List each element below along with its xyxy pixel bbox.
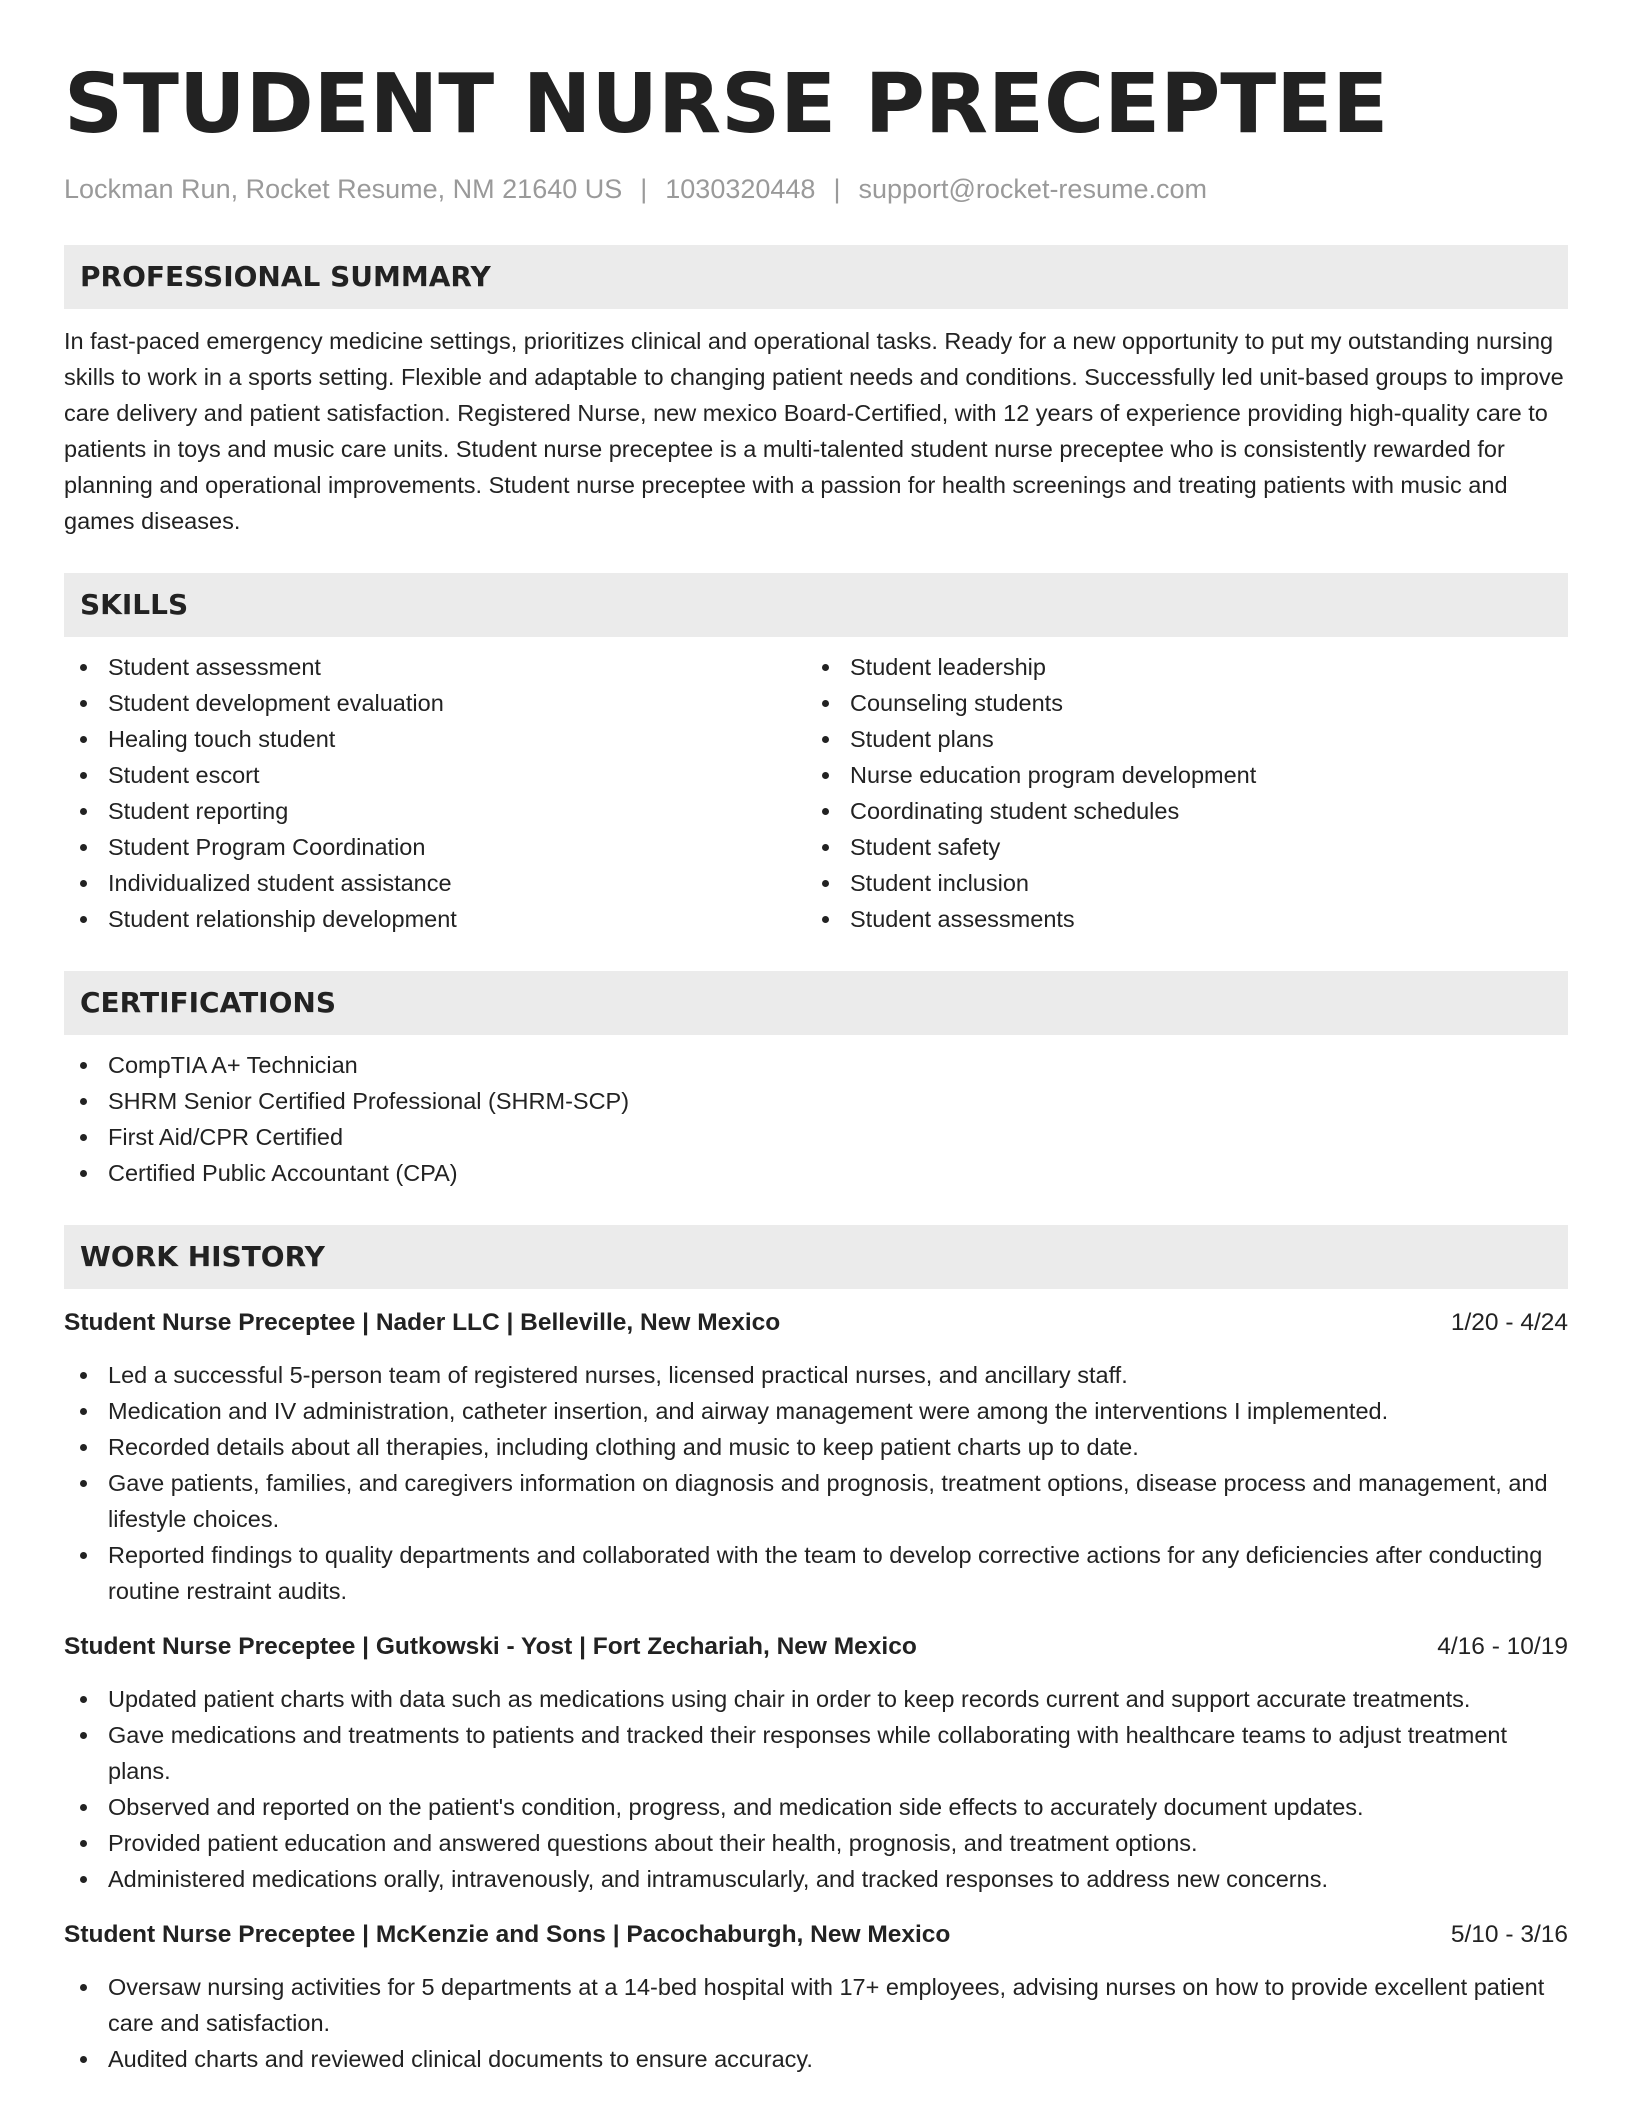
section-header-skills: SKILLS [64, 573, 1568, 637]
certification-item: Certified Public Accountant (CPA) [64, 1155, 1568, 1191]
skill-item: Healing touch student [64, 721, 806, 757]
contact-address: Lockman Run, Rocket Resume, NM 21640 US [64, 174, 623, 204]
job-bullets [64, 1357, 1568, 1609]
summary-text: In fast-paced emergency medicine settings, prioritizes clinical and operational tasks. Ready for a new opportunity to put my outstanding nursing skills to work in a sports setting. Flexible and adaptable to changing patient needs and conditions. Successfully led unit-based groups to improve care delivery and patient satisfaction. Registered Nurse, new mexico Board-Certified, with 12 years of experience providing high-quality care to patients in toys and music care units. Student nurse preceptee is a multi-talented student nurse preceptee who is consistently rewarded for planning and operational improvements. Student nurse preceptee with a passion for health screenings and treating patients with music and games diseases. [64, 328, 1564, 534]
job-header [64, 1917, 1568, 1953]
certification-item: SHRM Senior Certified Professional (SHRM-SCP) [64, 1083, 1568, 1119]
job-bullet: Audited charts and reviewed clinical documents to ensure accuracy. [64, 2041, 1568, 2077]
candidate-name: STUDENT NURSE PRECEPTEE [64, 57, 1389, 152]
skill-item: Student inclusion [806, 865, 1548, 901]
job-bullet: Provided patient education and answered questions about their health, prognosis, and treatment options. [64, 1825, 1568, 1861]
skill-item: Student assessment [64, 649, 806, 685]
job-bullet: Recorded details about all therapies, including clothing and music to keep patient charts up to date. [64, 1429, 1568, 1465]
job-entry [64, 1629, 1568, 1897]
skill-item: Student escort [64, 757, 806, 793]
job-bullet: Reported findings to quality departments and collaborated with the team to develop corrective actions for any deficiencies after conducting routine restraint audits. [64, 1537, 1568, 1609]
job-bullet: Gave patients, families, and caregivers information on diagnosis and prognosis, treatment options, disease process and management, and lifestyle choices. [64, 1465, 1568, 1537]
job-bullet: Updated patient charts with data such as medications using chair in order to keep records current and support accurate treatments. [64, 1681, 1568, 1717]
skill-item: Nurse education program development [806, 757, 1548, 793]
skill-item: Student relationship development [64, 901, 806, 937]
job-bullet: Led a successful 5-person team of registered nurses, licensed practical nurses, and ancillary staff. [64, 1357, 1568, 1393]
skill-item: Coordinating student schedules [806, 793, 1548, 829]
contact-phone: 1030320448 [665, 174, 816, 204]
job-bullet: Observed and reported on the patient's condition, progress, and medication side effects to accurately document updates. [64, 1789, 1568, 1825]
job-title: Student Nurse Preceptee | McKenzie and Sons | Pacochaburgh, New Mexico [64, 1921, 951, 1948]
contact-line [64, 171, 1568, 207]
skill-item: Counseling students [806, 685, 1548, 721]
job-bullet: Medication and IV administration, catheter insertion, and airway management were among the interventions I implemented. [64, 1393, 1568, 1429]
certifications-list [64, 1047, 1568, 1191]
job-dates: 1/20 - 4/24 [1450, 1309, 1568, 1336]
job-title: Student Nurse Preceptee | Nader LLC | Belleville, New Mexico [64, 1309, 781, 1336]
job-bullets [64, 1969, 1568, 2077]
job-header [64, 1629, 1568, 1665]
job-bullet: Oversaw nursing activities for 5 departments at a 14-bed hospital with 17+ employees, advising nurses on how to provide excellent patient care and satisfaction. [64, 1969, 1568, 2041]
job-dates: 5/10 - 3/16 [1450, 1921, 1568, 1948]
certification-item: CompTIA A+ Technician [64, 1047, 1568, 1083]
skill-item: Student assessments [806, 901, 1548, 937]
job-header [64, 1305, 1568, 1341]
contact-email: support@rocket-resume.com [858, 174, 1207, 204]
skill-item: Student plans [806, 721, 1548, 757]
skill-item: Individualized student assistance [64, 865, 806, 901]
skill-item: Student leadership [806, 649, 1548, 685]
job-bullet: Administered medications orally, intravenously, and intramuscularly, and tracked responses to address new concerns. [64, 1861, 1568, 1897]
skills-list [64, 649, 1568, 937]
skill-item: Student development evaluation [64, 685, 806, 721]
contact-separator: | [640, 174, 648, 204]
skill-item: Student safety [806, 829, 1548, 865]
contact-separator: | [833, 174, 841, 204]
job-entry [64, 1917, 1568, 2077]
skills-column-left [64, 649, 806, 937]
job-bullets [64, 1681, 1568, 1897]
certification-item: First Aid/CPR Certified [64, 1119, 1568, 1155]
skill-item: Student Program Coordination [64, 829, 806, 865]
skills-column-right [806, 649, 1548, 937]
job-entry [64, 1305, 1568, 1609]
skill-item: Student reporting [64, 793, 806, 829]
job-bullet: Gave medications and treatments to patients and tracked their responses while collaborating with healthcare teams to adjust treatment plans. [64, 1717, 1568, 1789]
section-header-certifications: CERTIFICATIONS [64, 971, 1568, 1035]
resume-page [64, 0, 1568, 2077]
section-header-summary: PROFESSIONAL SUMMARY [64, 245, 1568, 309]
job-title: Student Nurse Preceptee | Gutkowski - Yost | Fort Zechariah, New Mexico [64, 1633, 917, 1660]
job-dates: 4/16 - 10/19 [1437, 1633, 1568, 1660]
section-header-work-history: WORK HISTORY [64, 1225, 1568, 1289]
